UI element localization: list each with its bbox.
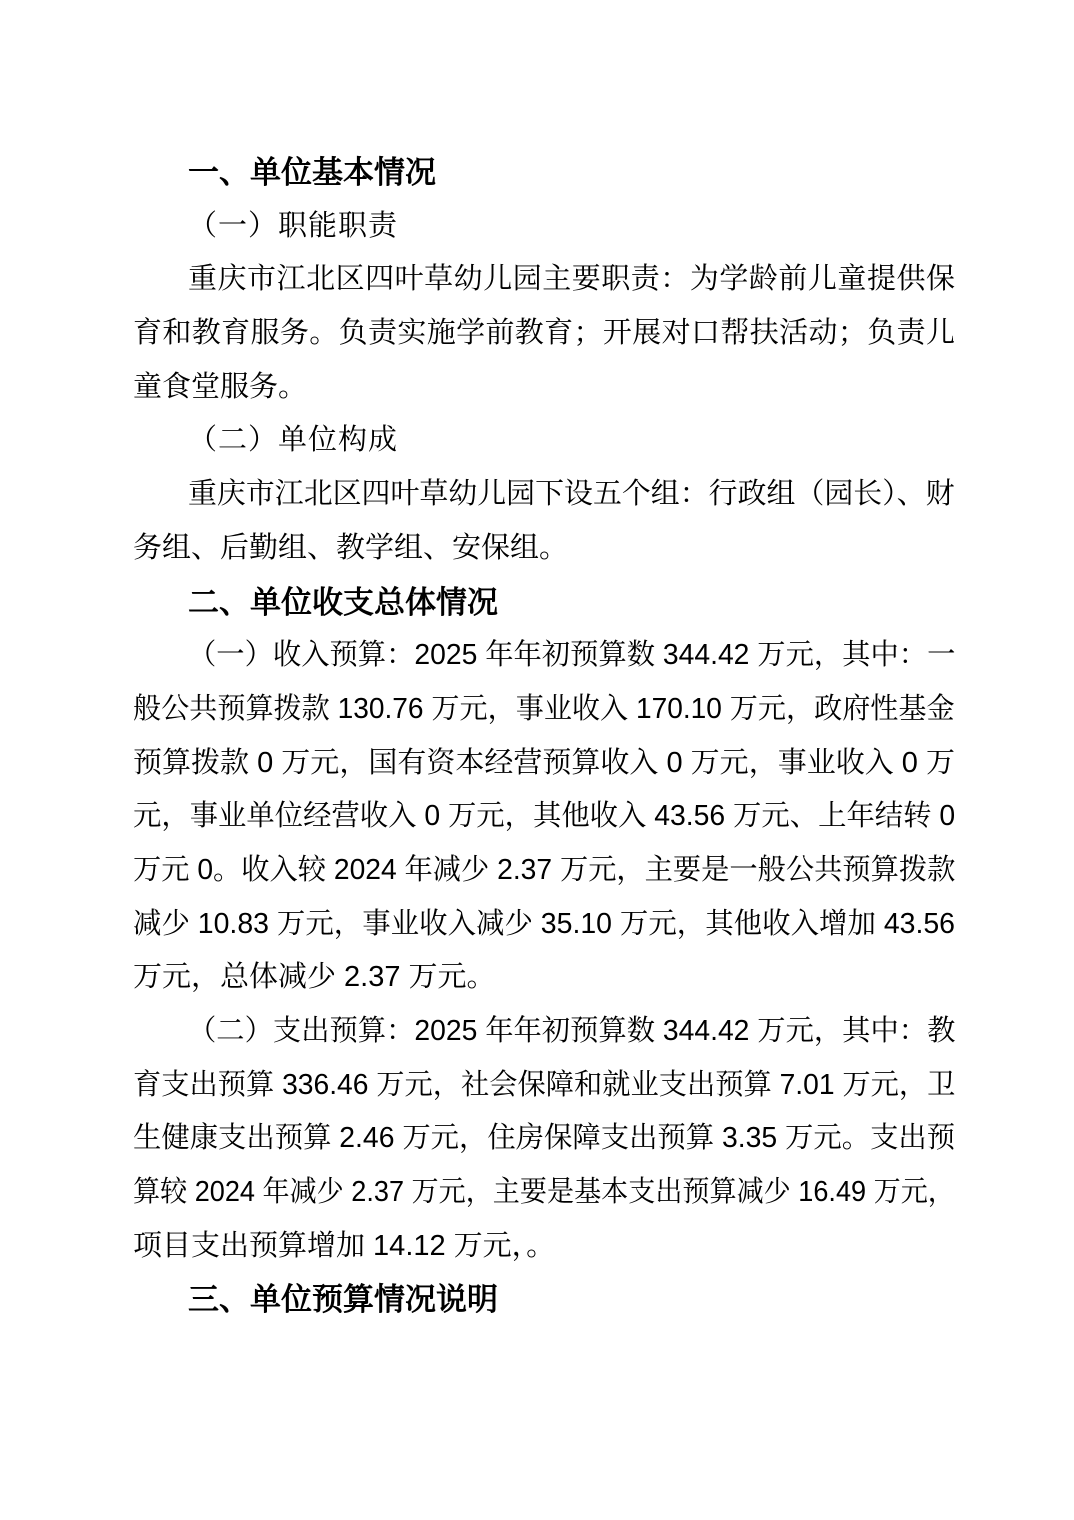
- line-text: 二、单位收支总体情况: [188, 584, 498, 620]
- paragraph-line: [133, 951, 955, 1005]
- line-text: 务组、后勤组、教学组、安保组。: [133, 531, 569, 564]
- line-text: 育和教育服务。负责实施学前教育；开展对口帮扶活动；负责儿: [133, 317, 955, 350]
- line-text: 万元，总体减少 2.37 万元。: [133, 961, 496, 994]
- paragraph-line: [133, 737, 955, 791]
- line-text: 万元 0。收入较 2024 年减少 2.37 万元，主要是一般公共预算拨款: [133, 853, 956, 886]
- paragraph: [133, 629, 955, 1005]
- heading-text: [133, 146, 955, 200]
- line-text: 算较 2024 年减少 2.37 万元，主要是基本支出预算减少 16.49 万元，: [133, 1176, 955, 1209]
- paragraph-line: [133, 1220, 955, 1274]
- line-text: 生健康支出预算 2.46 万元，住房保障支出预算 3.35 万元。支出预: [133, 1122, 956, 1155]
- line-text: 项目支出预算增加 14.12 万元，。: [133, 1229, 556, 1262]
- paragraph-line: [133, 1059, 955, 1113]
- paragraph-line: [133, 361, 955, 415]
- paragraph-line: [133, 683, 955, 737]
- paragraph: [133, 1005, 955, 1273]
- line-text: （二）单位构成: [188, 424, 399, 457]
- paragraph-line: [133, 629, 955, 683]
- paragraph-line: [133, 1112, 955, 1166]
- section-heading: [133, 576, 955, 630]
- heading-text: [133, 576, 955, 630]
- paragraph-line: [133, 1005, 955, 1059]
- line-text: 重庆市江北区四叶草幼儿园下设五个组：行政组（园长）、财: [188, 478, 955, 511]
- paragraph-line: [133, 844, 955, 898]
- line-text: 一、单位基本情况: [188, 155, 436, 190]
- heading-text: [133, 1273, 955, 1327]
- sub-heading: [133, 414, 955, 468]
- heading-text: [133, 414, 955, 468]
- paragraph-line: [133, 307, 955, 361]
- line-text: 预算拨款 0 万元，国有资本经营预算收入 0 万元，事业收入 0 万: [133, 746, 955, 779]
- line-text: 重庆市江北区四叶草幼儿园主要职责：为学龄前儿童提供保: [188, 263, 955, 296]
- line-text: 般公共预算拨款 130.76 万元，事业收入 170.10 万元，政府性基金: [133, 692, 955, 725]
- paragraph-line: [133, 468, 955, 522]
- section-heading: [133, 146, 955, 200]
- paragraph-line: [133, 253, 955, 307]
- line-text: （一）职能职责: [188, 209, 399, 242]
- line-text: （二）支出预算：2025 年年初预算数 344.42 万元，其中：教: [188, 1015, 956, 1047]
- line-text: 童食堂服务。: [133, 370, 308, 403]
- paragraph-line: [133, 898, 955, 952]
- line-text: 三、单位预算情况说明: [188, 1282, 498, 1318]
- paragraph: [133, 468, 955, 575]
- line-text: （一）收入预算：2025 年年初预算数 344.42 万元，其中：一: [188, 639, 956, 672]
- paragraph-line: [133, 1166, 955, 1220]
- section-heading: [133, 1273, 955, 1327]
- heading-text: [133, 200, 955, 254]
- sub-heading: [133, 200, 955, 254]
- paragraph: [133, 253, 955, 414]
- line-text: 育支出预算 336.46 万元，社会保障和就业支出预算 7.01 万元，卫: [133, 1068, 956, 1101]
- paragraph-line: [133, 790, 955, 844]
- line-text: 元，事业单位经营收入 0 万元，其他收入 43.56 万元、上年结转 0: [133, 800, 956, 833]
- line-text: 减少 10.83 万元，事业收入减少 35.10 万元，其他收入增加 43.56: [133, 907, 955, 940]
- paragraph-line: [133, 522, 955, 576]
- document-body: [133, 146, 955, 1327]
